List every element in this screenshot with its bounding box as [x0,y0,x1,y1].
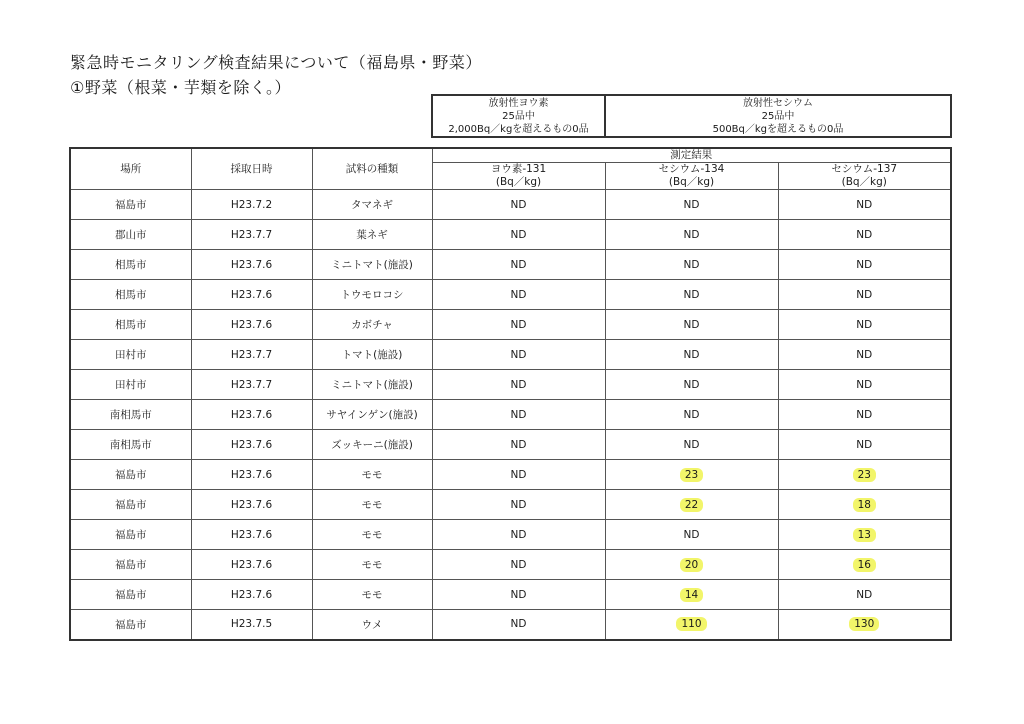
cell-place [70,250,191,280]
cell-i131-value: ND [510,408,527,421]
cell-date [191,460,312,490]
cell-date-value: H23.7.2 [230,198,273,211]
cell-place-value: 福島市 [115,499,147,511]
cell-place [70,370,191,400]
summary-iodine [432,95,605,137]
cell-place-value: 田村市 [115,379,147,391]
cell-place [70,580,191,610]
cell-place-value: 福島市 [115,199,147,211]
cell-cs134-value: 110 [676,617,706,631]
cell-cs134-value: 23 [680,468,703,482]
cell-date-value: H23.7.7 [230,348,273,361]
header-i131-unit: (Bq／kg) [495,176,542,188]
cell-i131 [432,340,605,370]
cell-i131 [432,490,605,520]
table-row [70,280,951,310]
cell-sample-value: ズッキーニ(施設) [331,439,413,451]
summary-cesium [605,95,951,137]
cell-cs137 [778,250,951,280]
table-row [70,310,951,340]
cell-cs137-value: ND [856,318,873,331]
cell-i131-value: ND [510,198,527,211]
table-row [70,340,951,370]
summary-cesium-count: 25品中 [761,110,795,122]
summary-box [431,94,952,138]
table-row [70,190,951,220]
cell-i131-value: ND [510,618,527,631]
cell-place [70,520,191,550]
cell-date [191,220,312,250]
cell-sample-value: ウメ [361,618,383,631]
cell-cs137-value: 13 [853,528,876,542]
cell-sample [312,460,432,490]
cell-cs137-value: 18 [853,498,876,512]
cell-cs134-value: ND [683,438,700,451]
cell-cs134-value: ND [683,228,700,241]
cell-place-value: 郡山市 [115,229,147,241]
cell-sample-value: モモ [361,499,383,511]
cell-sample-value: ミニトマト(施設) [331,259,413,271]
cell-cs137-value: ND [856,348,873,361]
cell-i131-value: ND [510,438,527,451]
cell-i131 [432,280,605,310]
cell-date-value: H23.7.6 [230,318,273,331]
cell-sample [312,250,432,280]
cell-place-value: 相馬市 [115,259,147,271]
table-row [70,520,951,550]
cell-cs134 [605,580,778,610]
cell-sample [312,190,432,220]
cell-place-value: 相馬市 [115,289,147,301]
cell-cs137 [778,400,951,430]
cell-cs137 [778,430,951,460]
cell-i131 [432,190,605,220]
table-row [70,400,951,430]
cell-cs137-value: ND [856,258,873,271]
cell-i131 [432,220,605,250]
cell-i131-value: ND [510,588,527,601]
cell-i131 [432,430,605,460]
cell-place [70,400,191,430]
cell-place-value: 福島市 [115,469,147,481]
summary-iodine-note: 2,000Bq／kgを超えるもの0品 [448,123,589,135]
cell-cs137 [778,370,951,400]
cell-cs137-value: ND [856,288,873,301]
header-cs134 [605,163,778,190]
cell-sample-value: モモ [361,559,383,571]
cell-sample [312,340,432,370]
cell-sample [312,370,432,400]
cell-place-value: 福島市 [115,589,147,601]
cell-sample-value: モモ [361,469,383,481]
cell-sample [312,520,432,550]
cell-i131-value: ND [510,288,527,301]
cell-i131 [432,250,605,280]
cell-date [191,430,312,460]
cell-i131-value: ND [510,558,527,571]
cell-cs134 [605,400,778,430]
cell-sample-value: カボチャ [351,319,393,331]
cell-date [191,610,312,640]
cell-place-value: 福島市 [115,529,147,541]
cell-cs134-value: 14 [680,588,703,602]
cell-cs137 [778,190,951,220]
header-cs137-label: セシウム-137 [831,163,898,175]
cell-cs137 [778,610,951,640]
table-row [70,550,951,580]
summary-cesium-note: 500Bq／kgを超えるもの0品 [712,123,844,135]
page-subtitle: ①野菜（根菜・芋類を除く。） [70,78,292,97]
cell-place-value: 福島市 [115,618,147,631]
cell-sample [312,580,432,610]
cell-cs137-value: ND [856,198,873,211]
cell-place [70,490,191,520]
cell-date [191,340,312,370]
cell-cs134 [605,520,778,550]
cell-date-value: H23.7.6 [230,558,273,571]
cell-sample-value: モモ [361,589,383,601]
cell-i131 [432,310,605,340]
cell-i131-value: ND [510,258,527,271]
cell-cs137 [778,310,951,340]
cell-date-value: H23.7.5 [230,618,273,631]
cell-i131-value: ND [510,468,527,481]
cell-i131-value: ND [510,348,527,361]
cell-sample-value: サヤインゲン(施設) [326,409,418,421]
header-cs137 [778,163,951,190]
cell-cs137-value: ND [856,588,873,601]
cell-place [70,340,191,370]
cell-place [70,220,191,250]
header-cs134-unit: (Bq／kg) [668,176,715,188]
cell-i131 [432,580,605,610]
cell-i131 [432,520,605,550]
cell-sample [312,280,432,310]
cell-place [70,610,191,640]
cell-place [70,430,191,460]
table-row [70,430,951,460]
cell-cs137 [778,460,951,490]
header-place: 場所 [70,148,191,190]
cell-cs137 [778,520,951,550]
cell-place [70,280,191,310]
cell-i131 [432,400,605,430]
cell-date-value: H23.7.6 [230,468,273,481]
cell-cs134-value: 20 [680,558,703,572]
table-row [70,610,951,640]
table-row [70,490,951,520]
cell-cs134 [605,550,778,580]
cell-date [191,490,312,520]
cell-sample [312,310,432,340]
cell-date [191,520,312,550]
cell-date-value: H23.7.6 [230,438,273,451]
cell-cs137 [778,550,951,580]
cell-date-value: H23.7.6 [230,498,273,511]
header-i131-label: ヨウ素-131 [490,163,547,175]
cell-cs134-value: ND [683,528,700,541]
cell-place-value: 田村市 [115,349,147,361]
header-date: 採取日時 [191,148,312,190]
header-cs134-label: セシウム-134 [658,163,725,175]
cell-cs137 [778,220,951,250]
cell-cs137-value: ND [856,438,873,451]
cell-place [70,460,191,490]
cell-cs137-value: 16 [853,558,876,572]
cell-cs134 [605,280,778,310]
cell-cs137 [778,280,951,310]
cell-sample-value: 葉ネギ [356,229,388,241]
header-cs137-unit: (Bq／kg) [841,176,887,188]
cell-date [191,190,312,220]
cell-date [191,310,312,340]
cell-date [191,280,312,310]
cell-date-value: H23.7.6 [230,588,273,601]
cell-sample [312,490,432,520]
cell-sample [312,610,432,640]
cell-cs134 [605,430,778,460]
table-row [70,370,951,400]
cell-i131 [432,460,605,490]
page-title: 緊急時モニタリング検査結果について（福島県・野菜） [70,53,482,72]
cell-cs134 [605,490,778,520]
summary-iodine-label: 放射性ヨウ素 [488,97,549,109]
cell-cs137 [778,580,951,610]
summary-cesium-label: 放射性セシウム [743,97,813,109]
cell-cs137-value: ND [856,228,873,241]
cell-date [191,250,312,280]
cell-date-value: H23.7.7 [230,228,273,241]
cell-date-value: H23.7.6 [230,258,273,271]
cell-place-value: 相馬市 [115,319,147,331]
cell-i131 [432,610,605,640]
cell-cs134-value: ND [683,258,700,271]
cell-place-value: 南相馬市 [109,439,152,451]
cell-sample [312,400,432,430]
cell-i131-value: ND [510,318,527,331]
cell-cs134 [605,220,778,250]
cell-date [191,550,312,580]
cell-cs134 [605,310,778,340]
cell-i131-value: ND [510,378,527,391]
cell-date-value: H23.7.7 [230,378,273,391]
cell-cs137-value: 23 [853,468,876,482]
results-table [69,147,952,641]
cell-place-value: 南相馬市 [109,409,152,421]
summary-iodine-count: 25品中 [502,110,535,122]
cell-cs134 [605,370,778,400]
cell-sample-value: ミニトマト(施設) [331,379,413,391]
cell-place [70,190,191,220]
cell-place-value: 福島市 [115,559,147,571]
table-row [70,580,951,610]
cell-sample-value: トマト(施設) [341,349,403,361]
cell-cs134 [605,340,778,370]
table-row [70,460,951,490]
cell-cs134-value: ND [683,318,700,331]
cell-cs137-value: ND [856,408,873,421]
cell-date-value: H23.7.6 [230,408,273,421]
table-row [70,220,951,250]
cell-cs137 [778,340,951,370]
cell-date [191,370,312,400]
cell-cs134-value: ND [683,348,700,361]
cell-sample-value: タマネギ [351,199,393,211]
cell-date [191,580,312,610]
cell-i131-value: ND [510,498,527,511]
header-sample: 試料の種類 [312,148,432,190]
cell-cs137 [778,490,951,520]
cell-cs137-value: 130 [849,617,879,631]
cell-cs134 [605,190,778,220]
cell-i131 [432,550,605,580]
table-row [70,250,951,280]
cell-sample-value: トウモロコシ [340,289,404,301]
cell-cs134-value: ND [683,198,700,211]
header-results: 測定結果 [432,148,951,163]
cell-cs134-value: ND [683,288,700,301]
cell-place [70,550,191,580]
header-i131 [432,163,605,190]
cell-sample [312,550,432,580]
cell-cs137-value: ND [856,378,873,391]
cell-cs134-value: ND [683,408,700,421]
cell-date [191,400,312,430]
cell-cs134 [605,250,778,280]
cell-cs134 [605,460,778,490]
cell-sample [312,430,432,460]
cell-i131-value: ND [510,228,527,241]
cell-i131 [432,370,605,400]
cell-i131-value: ND [510,528,527,541]
cell-sample [312,220,432,250]
cell-cs134 [605,610,778,640]
cell-cs134-value: ND [683,378,700,391]
cell-cs134-value: 22 [680,498,703,512]
cell-sample-value: モモ [361,529,383,541]
cell-date-value: H23.7.6 [230,528,273,541]
cell-place [70,310,191,340]
cell-date-value: H23.7.6 [230,288,273,301]
